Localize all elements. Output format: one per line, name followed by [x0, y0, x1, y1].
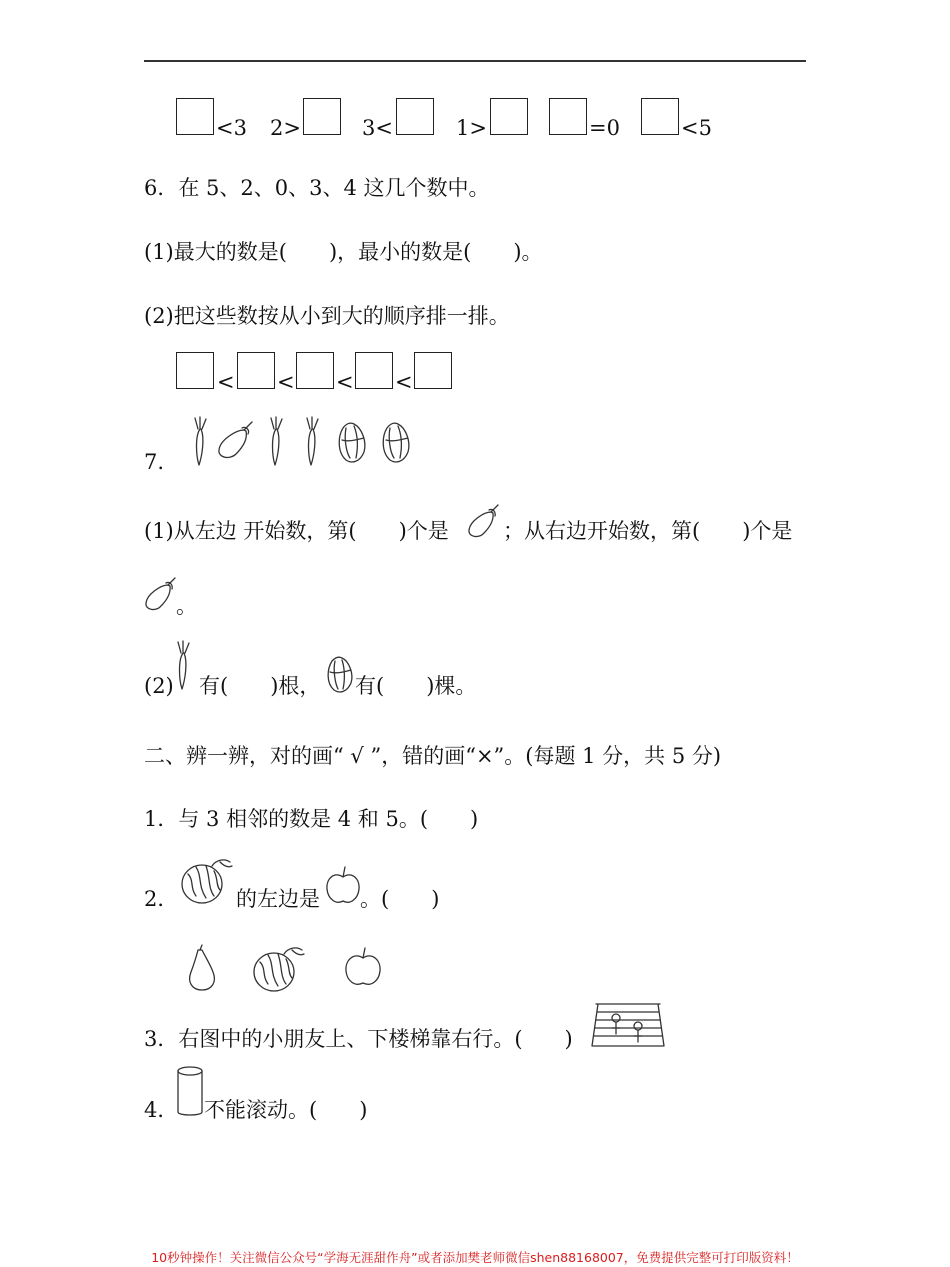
- eggplant-icon: [214, 418, 256, 462]
- watermelon-icon: [252, 940, 310, 996]
- q7-part1-b: ；从右边开始数，第( )个是: [503, 519, 793, 543]
- q7-part2-label: (2): [144, 674, 174, 698]
- section2-q3: 3．右图中的小朋友上、下楼梯靠右行。( ): [144, 1027, 573, 1051]
- footer-notice: 10秒钟操作！关注微信公众号“学海无涯甜作舟”或者添加樊老师微信shen88168007，免费提供完整可打印版资料！: [151, 1250, 799, 1265]
- answer-box[interactable]: [176, 98, 214, 135]
- section2-q4-text: 不能滚动。( ): [204, 1098, 368, 1122]
- q7-part1-end: 。: [176, 594, 197, 618]
- cabbage-icon: [323, 652, 355, 694]
- section2-q4-number: 4．: [144, 1098, 179, 1122]
- compare-symbol: 2>: [270, 116, 301, 140]
- compare-symbol: =0: [589, 116, 620, 140]
- less-than-symbol: <: [395, 370, 413, 394]
- top-rule: [144, 60, 806, 62]
- carrot-icon: [266, 416, 286, 468]
- compare-symbol: 3<: [362, 116, 393, 140]
- answer-box[interactable]: [296, 352, 334, 389]
- answer-box[interactable]: [237, 352, 275, 389]
- answer-box[interactable]: [641, 98, 679, 135]
- apple-icon: [324, 865, 362, 907]
- carrot-icon: [190, 416, 210, 468]
- apple-icon: [343, 946, 383, 990]
- q6-part1: (1)最大的数是( )，最小的数是( )。: [144, 240, 543, 264]
- cylinder-icon: [174, 1064, 206, 1120]
- cabbage-icon: [378, 418, 412, 464]
- carrot-icon: [302, 416, 322, 468]
- answer-box[interactable]: [176, 352, 214, 389]
- section2-q2-end: 。( ): [360, 887, 440, 911]
- eggplant-icon: [142, 575, 178, 613]
- answer-box[interactable]: [414, 352, 452, 389]
- q7-part1-a: (1)从左边 开始数，第( )个是: [144, 519, 449, 543]
- staircase-picture-icon: [588, 1000, 668, 1050]
- q7-number: 7.: [144, 450, 165, 474]
- q7-part2-a: 有( )根，: [199, 674, 321, 698]
- compare-symbol: <3: [216, 116, 247, 140]
- less-than-symbol: <: [217, 370, 235, 394]
- cabbage-icon: [334, 418, 368, 464]
- less-than-symbol: <: [336, 370, 354, 394]
- eggplant-icon: [465, 502, 501, 540]
- watermelon-icon: [180, 854, 236, 906]
- section2-q2-mid: 的左边是: [236, 887, 320, 911]
- section2-q1: 1．与 3 相邻的数是 4 和 5。( ): [144, 807, 479, 831]
- answer-box[interactable]: [549, 98, 587, 135]
- carrot-icon: [172, 640, 194, 692]
- section2-q2-number: 2．: [144, 887, 179, 911]
- q7-part2-b: 有( )棵。: [355, 674, 477, 698]
- q6-stem: 6．在 5、2、0、3、4 这几个数中。: [144, 176, 490, 200]
- pear-icon: [184, 944, 220, 992]
- answer-box[interactable]: [490, 98, 528, 135]
- answer-box[interactable]: [303, 98, 341, 135]
- answer-box[interactable]: [355, 352, 393, 389]
- section2-title: 二、辨一辨，对的画“ √ ”，错的画“×”。(每题 1 分，共 5 分): [144, 744, 722, 768]
- answer-box[interactable]: [396, 98, 434, 135]
- compare-symbol: <5: [681, 116, 712, 140]
- q6-part2: (2)把这些数按从小到大的顺序排一排。: [144, 304, 510, 328]
- less-than-symbol: <: [277, 370, 295, 394]
- compare-symbol: 1>: [456, 116, 487, 140]
